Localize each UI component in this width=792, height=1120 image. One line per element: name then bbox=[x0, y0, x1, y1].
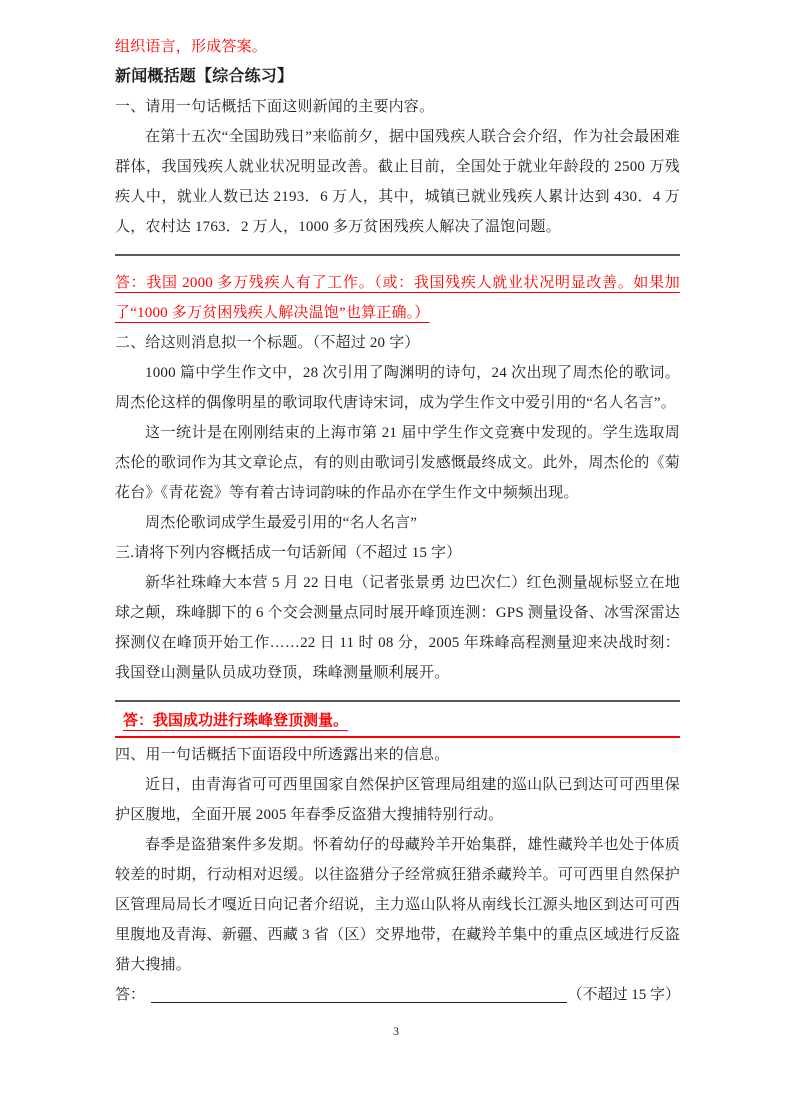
q4-answer-row bbox=[115, 980, 680, 1010]
q2-prompt: 二、给这则消息拟一个标题。（不超过 20 字） bbox=[115, 335, 420, 351]
q2-headline: 周杰伦歌词成学生最爱引用的“名人名言” bbox=[145, 515, 418, 531]
q1-answer: 答：我国 2000 多万残疾人有了工作。（或：我国残疾人就业状况明显改善。如果加了“1000 多万贫困残疾人解决温饱”也算正确。） bbox=[115, 275, 680, 321]
q4-answer-hint: （不超过 15 字） bbox=[567, 987, 680, 1003]
q4-news-paragraph-2: 春季是盗猎案件多发期。怀着幼仔的母藏羚羊开始集群，雄性藏羚羊也处于体质较差的时期，行动相对迟缓。以往盗猎分子经常疯狂猎杀藏羚羊。可可西里自然保护区管理局局长才嘎近日向记者介绍说，主力巡山队将从南线长江源头地区到达可可西里腹地及青海、新疆、西藏 3 省（区）交界地带，在藏羚羊集中的重点区域进行反盗猎大搜捕。 bbox=[115, 837, 680, 973]
q3-news-paragraph: 新华社珠峰大本营 5 月 22 日电（记者张景勇 边巴次仁）红色测量觇标竖立在地球之颠，珠峰脚下的 6 个交会测量点同时展开峰顶连测：GPS 测量设备、冰雪深雷达探测仪在峰顶开始工作……22 日 11 时 08 分，2005 年珠峰高程测量迎来决战时刻：我国登山测量队员成功登顶，珠峰测量顺利展开。 bbox=[115, 575, 680, 681]
q1-prompt: 一、请用一句话概括下面这则新闻的主要内容。 bbox=[115, 99, 435, 115]
q1-news-paragraph: 在第十五次“全国助残日”来临前夕，据中国残疾人联合会介绍，作为社会最困难群体，我国残疾人就业状况明显改善。截止目前，全国处于就业年龄段的 2500 万残疾人中，就业人数已达 2193．6 万人，其中，城镇已就业残疾人累计达到 430．4 万人，农村达 1763．2 万人，1000 多万贫困残疾人解决了温饱问题。 bbox=[115, 129, 680, 235]
q3-answer-line bbox=[115, 706, 680, 738]
q2-news-paragraph-2: 这一统计是在刚刚结束的上海市第 21 届中学生作文竞赛中发现的。学生选取周杰伦的歌词作为其文章论点，有的则由歌词引发感慨最终成文。此外，周杰伦的《菊花台》《青花瓷》等有着古诗词韵味的作品亦在学生作文中频频出现。 bbox=[115, 425, 680, 501]
q4-answer-blank bbox=[151, 983, 567, 1003]
q3-prompt: 三.请将下列内容概括成一句话新闻（不超过 15 字） bbox=[115, 545, 462, 561]
q3-answer: 答：我国成功进行珠峰登顶测量。 bbox=[123, 713, 349, 729]
q4-answer-label: 答： bbox=[115, 987, 146, 1003]
q2-news-paragraph-1: 1000 篇中学生作文中，28 次引用了陶渊明的诗句，24 次出现了周杰伦的歌词。周杰伦这样的偶像明星的歌词取代唐诗宋词，成为学生作文中爱引用的“名人名言”。 bbox=[115, 365, 680, 411]
instruction-note: 组织语言，形成答案。 bbox=[115, 39, 268, 55]
section-title: 新闻概括题【综合练习】 bbox=[115, 68, 294, 85]
answer-divider-2 bbox=[115, 700, 680, 702]
page-number: 3 bbox=[393, 1024, 399, 1038]
q4-news-paragraph-1: 近日，由青海省可可西里国家自然保护区管理局组建的巡山队已到达可可西里保护区腹地，全面开展 2005 年春季反盗猎大搜捕特别行动。 bbox=[115, 777, 680, 823]
q4-prompt: 四、用一句话概括下面语段中所透露出来的信息。 bbox=[115, 747, 450, 763]
answer-divider-1 bbox=[115, 254, 680, 256]
